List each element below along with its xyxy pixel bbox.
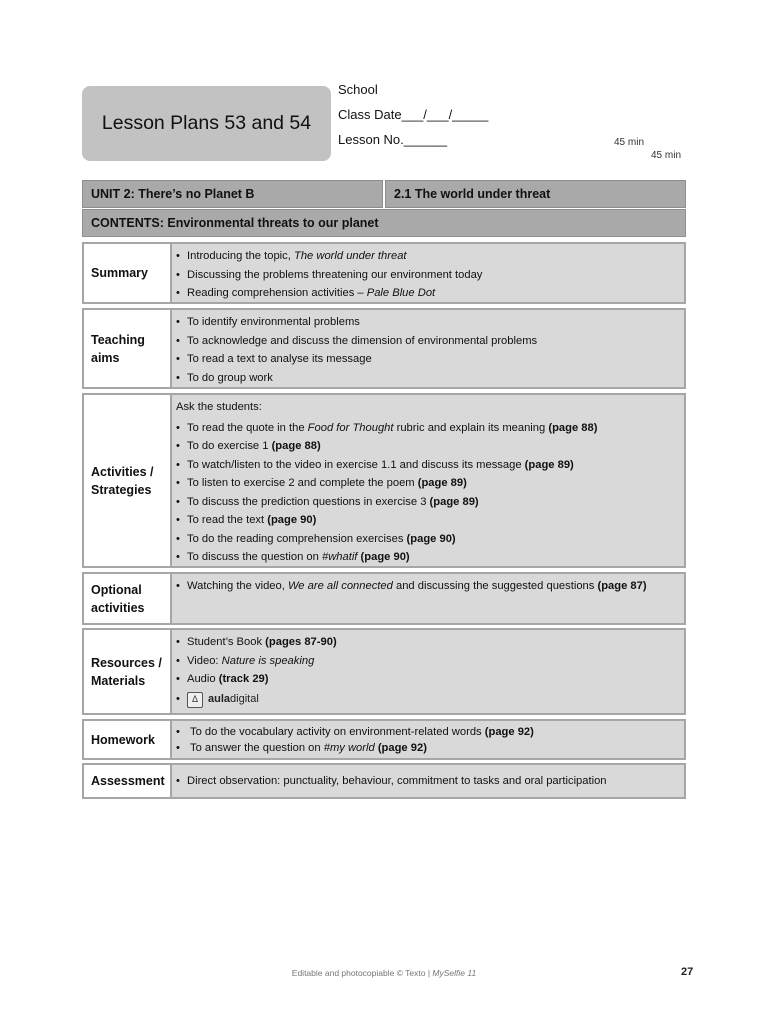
assessment-label: Assessment [84, 765, 172, 797]
homework-content [172, 721, 684, 758]
activities-content [172, 395, 684, 566]
duration-2: 45 min [651, 150, 682, 161]
list-item: • Video: Nature is speaking [176, 652, 680, 671]
contents-row: CONTENTS: Environmental threats to our planet [82, 209, 686, 237]
lesson-title-box [82, 86, 331, 161]
list-item: • Reading comprehension activities – Pale Blue Dot [176, 284, 680, 303]
list-item: • To identify environmental problems [176, 313, 680, 332]
footer-title: MySelfie 11 [432, 968, 477, 978]
subunit-title: 2.1 The world under threat [385, 180, 686, 208]
list-item: • To discuss the prediction questions in exercise 3 (page 89) [176, 493, 680, 512]
aula-digital-logo: auladigital [208, 693, 259, 706]
activities-intro: Ask the students: [176, 401, 262, 413]
resources-section [82, 628, 686, 715]
assessment-section [82, 763, 686, 799]
class-date-field: Class Date___/___/_____ [338, 107, 489, 122]
summary-content [172, 244, 684, 302]
page-number: 27 [681, 966, 694, 978]
assessment-content [172, 765, 684, 797]
footer [0, 968, 768, 978]
school-field: School [338, 82, 378, 97]
activities-section [82, 393, 686, 568]
summary-section [82, 242, 686, 304]
duration-1: 45 min [614, 137, 645, 148]
teaching-aims-section [82, 308, 686, 389]
summary-label: Summary [84, 244, 172, 302]
list-item: • Direct observation: punctuality, behaviour, commitment to tasks and oral participation [176, 772, 607, 791]
homework-section [82, 719, 686, 760]
lesson-title: Lesson Plans 53 and 54 [101, 112, 312, 134]
optional-label: Optional activities [84, 574, 172, 623]
aula-digital-item [176, 689, 680, 711]
list-item: • To do the vocabulary activity on environment-related words (page 92) [176, 724, 680, 740]
list-item: • To acknowledge and discuss the dimension of environmental problems [176, 332, 680, 351]
list-item: • To discuss the question on #whatif (page 90) [176, 548, 680, 567]
lesson-no-field: Lesson No.______ [338, 132, 448, 147]
list-item: • Discussing the problems threatening our environment today [176, 266, 680, 285]
aula-digital-icon: • Δ [187, 692, 203, 708]
list-item: • To do group work [176, 369, 680, 388]
list-item: • Student’s Book (pages 87-90) [176, 633, 680, 652]
list-item: • To listen to exercise 2 and complete the poem (page 89) [176, 474, 680, 493]
list-item: • To answer the question on #my world (page 92) [176, 740, 680, 756]
homework-label: Homework [84, 721, 172, 758]
list-item: • To do exercise 1 (page 88) [176, 437, 680, 456]
list-item: • To do the reading comprehension exercises (page 90) [176, 530, 680, 549]
unit-title: UNIT 2: There’s no Planet B [82, 180, 383, 208]
school-info [338, 77, 488, 152]
list-item: • Introducing the topic, The world under threat [176, 247, 680, 266]
resources-label: Resources / Materials [84, 630, 172, 713]
teaching-aims-label: Teaching aims [84, 310, 172, 387]
list-item: • To read a text to analyse its message [176, 350, 680, 369]
list-item: • To watch/listen to the video in exercise 1.1 and discuss its message (page 89) [176, 456, 680, 475]
list-item: • To read the text (page 90) [176, 511, 680, 530]
footer-text: Editable and photocopiable © Texto | [291, 968, 433, 978]
list-item: • To read the quote in the Food for Thought rubric and explain its meaning (page 88) [176, 419, 680, 438]
teaching-aims-content [172, 310, 684, 387]
unit-row [82, 180, 686, 208]
list-item: • Audio (track 29) [176, 670, 680, 689]
activities-label: Activities / Strategies [84, 395, 172, 566]
resources-content [172, 630, 684, 713]
list-item: • Watching the video, We are all connected and discussing the suggested questions (page 87) [176, 577, 680, 596]
optional-content [172, 574, 684, 623]
optional-section [82, 572, 686, 625]
